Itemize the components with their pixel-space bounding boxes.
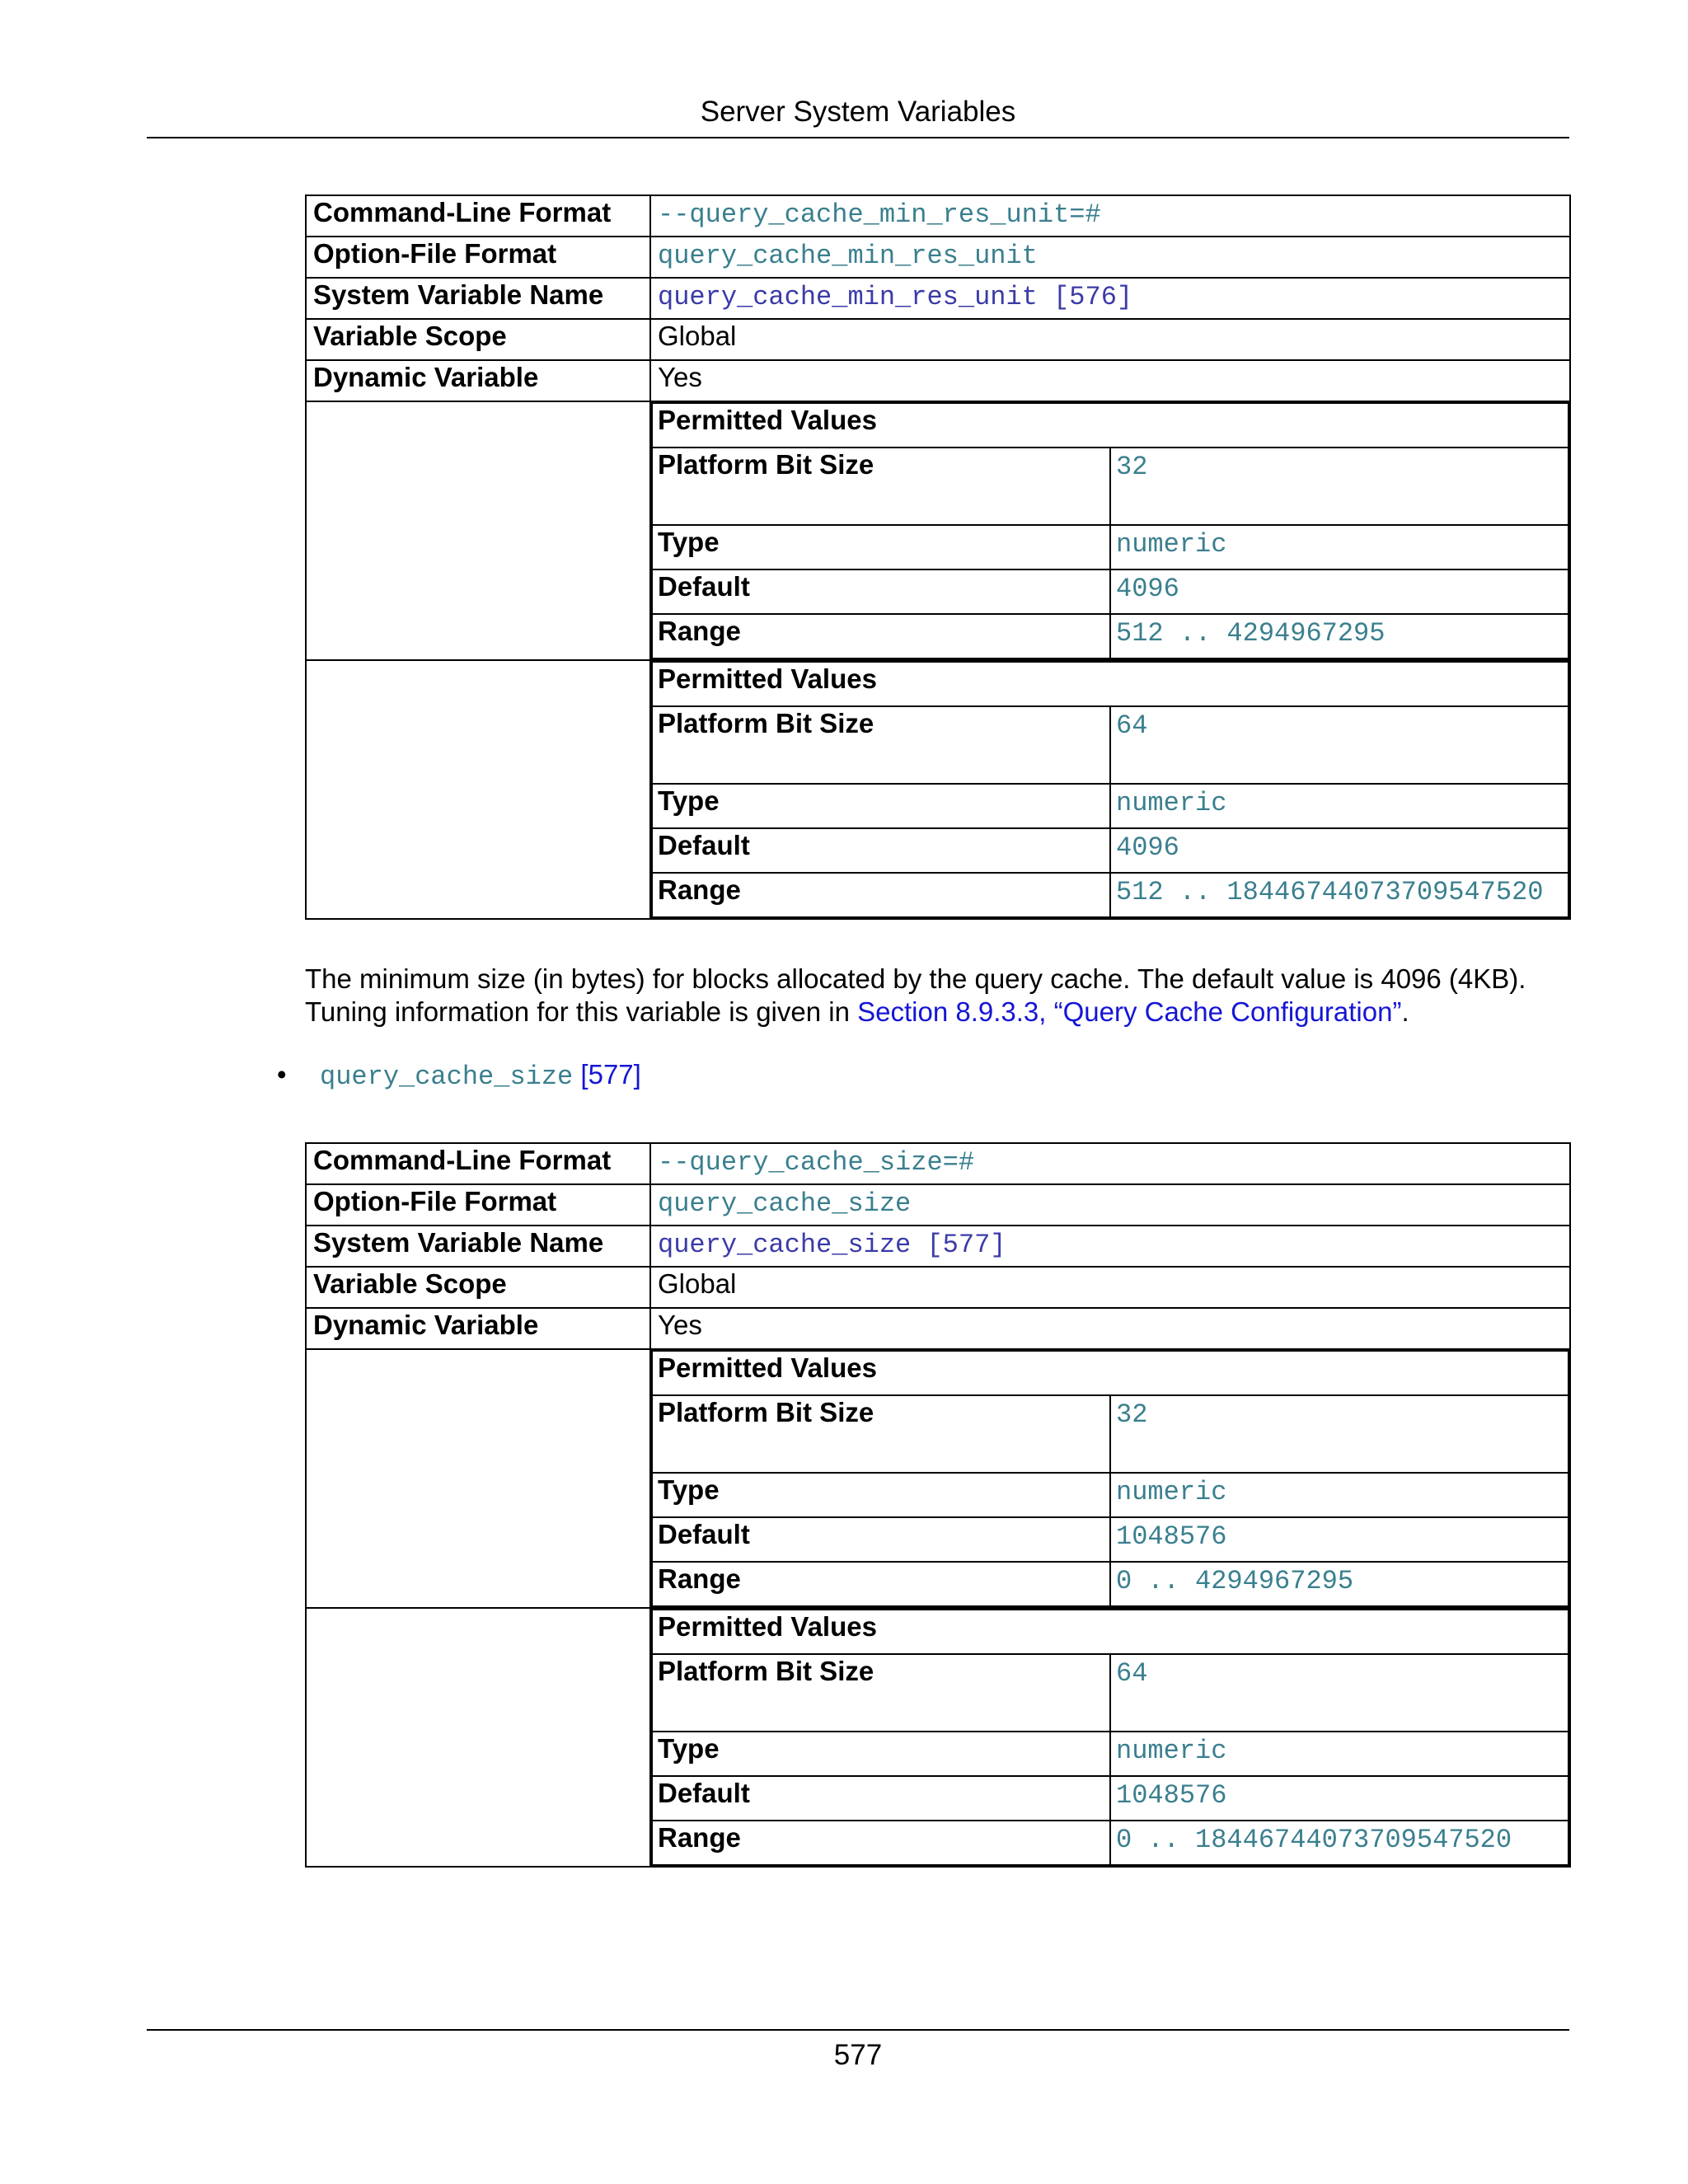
range-value: 0 .. 4294967295 bbox=[1116, 1566, 1354, 1596]
description-text: Tuning information for this variable is given in bbox=[305, 996, 858, 1027]
description-paragraph bbox=[305, 963, 1591, 1029]
default-label: Default bbox=[652, 1517, 1110, 1562]
platform-label: Platform Bit Size bbox=[652, 448, 1110, 525]
command-line-value: --query_cache_size=# bbox=[658, 1147, 975, 1178]
empty-cell bbox=[306, 1349, 650, 1608]
permitted-values-heading: Permitted Values bbox=[652, 1351, 1568, 1395]
range-label: Range bbox=[652, 873, 1110, 917]
type-label: Type bbox=[652, 1732, 1110, 1776]
scope-value: Global bbox=[650, 319, 1570, 360]
type-value: numeric bbox=[1116, 1477, 1227, 1507]
row-label: System Variable Name bbox=[306, 1226, 650, 1267]
row-label: Option-File Format bbox=[306, 1184, 650, 1226]
row-label: Variable Scope bbox=[306, 1267, 650, 1308]
row-label: Command-Line Format bbox=[306, 195, 650, 237]
variable-name-link[interactable]: query_cache_size bbox=[320, 1062, 574, 1092]
platform-value: 64 bbox=[1116, 1658, 1148, 1689]
platform-label: Platform Bit Size bbox=[652, 706, 1110, 784]
empty-cell bbox=[306, 401, 650, 660]
row-label: Dynamic Variable bbox=[306, 360, 650, 401]
variable-list-item bbox=[277, 1055, 641, 1097]
permitted-values-group bbox=[306, 1349, 1570, 1608]
table-row bbox=[306, 278, 1570, 319]
table-row bbox=[306, 319, 1570, 360]
variable-ref-link[interactable]: [577] bbox=[580, 1059, 641, 1090]
description-text: . bbox=[1401, 996, 1409, 1027]
page-number: 577 bbox=[833, 2039, 883, 2071]
page-header bbox=[147, 92, 1569, 138]
type-value: numeric bbox=[1116, 529, 1227, 560]
permitted-values-table bbox=[651, 661, 1569, 918]
permitted-values-heading: Permitted Values bbox=[652, 1610, 1568, 1654]
default-value: 4096 bbox=[1116, 832, 1179, 863]
table-row bbox=[306, 195, 1570, 237]
row-label: Option-File Format bbox=[306, 237, 650, 278]
dynamic-value: Yes bbox=[650, 1308, 1570, 1349]
platform-value: 64 bbox=[1116, 710, 1148, 741]
empty-cell bbox=[306, 660, 650, 919]
range-label: Range bbox=[652, 1821, 1110, 1865]
system-variable-link[interactable]: query_cache_min_res_unit [576] bbox=[658, 282, 1133, 312]
bullet-icon: • bbox=[277, 1059, 287, 1090]
type-label: Type bbox=[652, 784, 1110, 828]
permitted-values-heading: Permitted Values bbox=[652, 662, 1568, 706]
default-value: 1048576 bbox=[1116, 1780, 1227, 1811]
default-label: Default bbox=[652, 828, 1110, 873]
empty-cell bbox=[306, 1608, 650, 1867]
row-label: Dynamic Variable bbox=[306, 1308, 650, 1349]
scope-value: Global bbox=[650, 1267, 1570, 1308]
system-variable-link[interactable]: query_cache_size [577] bbox=[658, 1230, 1006, 1260]
table-row bbox=[306, 1267, 1570, 1308]
permitted-values-table bbox=[651, 1350, 1569, 1607]
permitted-values-group bbox=[306, 1608, 1570, 1867]
range-value: 0 .. 18446744073709547520 bbox=[1116, 1825, 1512, 1855]
option-file-value: query_cache_min_res_unit bbox=[658, 241, 1038, 271]
row-label: Command-Line Format bbox=[306, 1143, 650, 1184]
permitted-values-group bbox=[306, 660, 1570, 919]
option-file-value: query_cache_size bbox=[658, 1188, 912, 1219]
range-label: Range bbox=[652, 614, 1110, 658]
range-value: 512 .. 18446744073709547520 bbox=[1116, 877, 1544, 907]
table-row bbox=[306, 1308, 1570, 1349]
description-text: The minimum size (in bytes) for blocks allocated by the query cache. The default value is 4096 (4KB). bbox=[305, 963, 1526, 994]
platform-value: 32 bbox=[1116, 1399, 1148, 1430]
table-row bbox=[306, 360, 1570, 401]
variable-table-query-cache-min-res-unit bbox=[305, 194, 1571, 920]
platform-label: Platform Bit Size bbox=[652, 1654, 1110, 1732]
type-label: Type bbox=[652, 525, 1110, 569]
variable-table-query-cache-size bbox=[305, 1142, 1571, 1868]
default-value: 1048576 bbox=[1116, 1521, 1227, 1552]
range-value: 512 .. 4294967295 bbox=[1116, 618, 1386, 649]
command-line-value: --query_cache_min_res_unit=# bbox=[658, 199, 1101, 230]
table-row bbox=[306, 1184, 1570, 1226]
permitted-values-group bbox=[306, 401, 1570, 660]
dynamic-value: Yes bbox=[650, 360, 1570, 401]
type-label: Type bbox=[652, 1473, 1110, 1517]
type-value: numeric bbox=[1116, 1736, 1227, 1766]
table-row bbox=[306, 1226, 1570, 1267]
footer-divider bbox=[147, 2029, 1569, 2031]
table-row bbox=[306, 237, 1570, 278]
default-value: 4096 bbox=[1116, 574, 1179, 604]
permitted-values-table bbox=[651, 1609, 1569, 1866]
row-label: System Variable Name bbox=[306, 278, 650, 319]
table-row bbox=[306, 1143, 1570, 1184]
section-link[interactable]: Section 8.9.3.3, “Query Cache Configuration” bbox=[857, 996, 1402, 1027]
platform-value: 32 bbox=[1116, 452, 1148, 482]
default-label: Default bbox=[652, 569, 1110, 614]
range-label: Range bbox=[652, 1562, 1110, 1606]
default-label: Default bbox=[652, 1776, 1110, 1821]
permitted-values-heading: Permitted Values bbox=[652, 403, 1568, 448]
platform-label: Platform Bit Size bbox=[652, 1395, 1110, 1473]
row-label: Variable Scope bbox=[306, 319, 650, 360]
permitted-values-table bbox=[651, 402, 1569, 659]
page-header-title: Server System Variables bbox=[700, 96, 1016, 128]
type-value: numeric bbox=[1116, 788, 1227, 818]
